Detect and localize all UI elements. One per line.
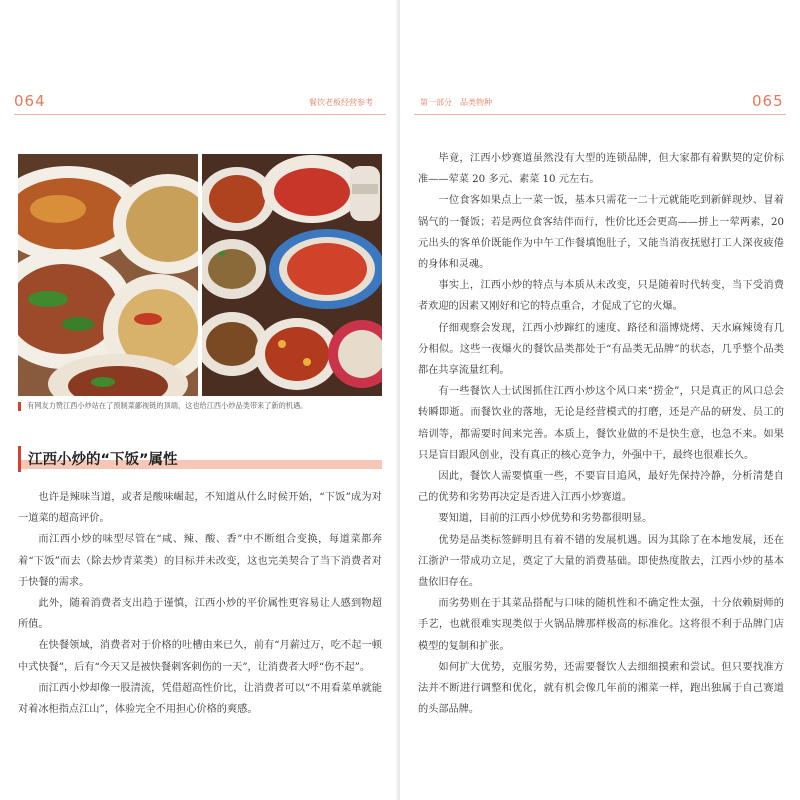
paragraph: 一位食客如果点上一菜一饭，基本只需花一二十元就能吃到新鲜现炒、冒着锅气的一餐饭；若是两位食客结伴而行，性价比还会更高——拼上一荤两素，20 元出头的客单价既能作为中午工作餐填饱肚子，又能当消夜抚慰打工人深夜疲倦的身体和灵魂。 [418, 195, 784, 271]
header-rule [414, 114, 786, 115]
caption-text: 有网友力赞江西小炒站在了预制菜鄙视链的顶端，这也给江西小炒品类带来了新的机遇。 [27, 401, 308, 410]
paragraph: 此外，随着消费者支出趋于谨慎，江西小炒的平价属性更容易让人感到物超所值。 [18, 598, 382, 631]
paragraph: 有一些餐饮人士试图抓住江西小炒这个风口来“捞金”，只是真正的风口总会转瞬即逝。而餐饮业的落地，无论是经营模式的打磨，还是产品的研发、员工的培训等，都需要时间来完善。本质上，餐饮业做的不是快生意，也急不来。如果只是盲目跟风创业，没有真正的核心竞争力，外强中干，最终也很难长久。 [418, 386, 784, 461]
right-body [418, 148, 784, 720]
paragraph: 毕竟，江西小炒赛道虽然没有大型的连锁品牌，但大家都有着默契的定价标准——荤菜 20 多元、素菜 10 元左右。 [418, 153, 784, 186]
paragraph: 仔细观察会发现，江西小炒蹿红的速度、路径和淄博烧烤、天水麻辣烫有几分相似。这些一夜爆火的餐饮品类都处于“有品类无品牌”的状态，几乎整个品类都在共享流量红利。 [418, 322, 784, 377]
paragraph: 在快餐领域，消费者对于价格的吐槽由来已久，前有“月薪过万，吃不起一顿中式快餐”，后有“今天又是被快餐刺客刺伤的一天”，让消费者大呼“伤不起”。 [18, 640, 382, 673]
left-body [18, 487, 382, 720]
food-photo-table-spread [202, 154, 382, 396]
page-number: 064 [14, 92, 46, 110]
header-rule [14, 114, 386, 115]
paragraph: 而江西小炒却像一股清流，凭借超高性价比，让消费者可以“不用看菜单就能对着冰柜指点江山”，体验完全不用担心价格的爽感。 [18, 682, 382, 716]
paragraph: 而江西小炒的味型尽管在“咸、辣、酸、香”中不断组合变换，每道菜都奔着“下饭”而去（除去炒青菜类）的目标并未改变，这也完美契合了当下消费者对于快餐的需求。 [18, 534, 382, 588]
caption-marker [18, 402, 21, 411]
paragraph: 事实上，江西小炒的特点与本质从未改变，只是随着时代转变，当下受消费者欢迎的因素又刚好和它的特点重合，才促成了它的火爆。 [418, 280, 784, 313]
running-header: 第一部分 品类物种 [420, 98, 492, 107]
paragraph: 而劣势则在于其菜品搭配与口味的随机性和不确定性太强，十分依赖厨师的手艺，也就很难实现类似于火锅品牌那样极高的标准化。这将很不利于品牌门店模型的复制和扩张。 [418, 598, 784, 652]
page-number: 065 [752, 92, 784, 110]
paragraph: 如何扩大优势，克服劣势，还需要餐饮人去细细摸索和尝试。但只要找准方法并不断进行调整和优化，就有机会像几年前的湘菜一样，跑出独属于自己赛道的头部品牌。 [418, 661, 784, 716]
paragraph: 也许是辣味当道，或者是酸味崛起，不知道从什么时候开始，“下饭”成为对一道菜的超高评价。 [18, 492, 382, 525]
heading-bar [18, 446, 21, 472]
photo-caption [18, 401, 307, 411]
running-header: 餐饮老板经营参考 [309, 98, 373, 107]
heading-text: 江西小炒的“下饭”属性 [28, 452, 178, 468]
paragraph: 因此，餐饮人需要慎重一些，不要盲目追风，最好先保持冷静，分析清楚自己的优势和劣势再决定是否进入江西小炒赛道。 [418, 471, 784, 504]
food-photo-rice-plates [18, 154, 198, 396]
right-page [400, 0, 800, 800]
paragraph: 优势是品类标签鲜明且有着不错的发展机遇。因为其除了在本地发展，还在江浙沪一带成功立足，奠定了大量的消费基础。即使热度散去，江西小炒的基本盘依旧存在。 [418, 534, 784, 589]
paragraph: 要知道，目前的江西小炒优势和劣势都很明显。 [438, 513, 653, 525]
section-heading [18, 446, 382, 472]
